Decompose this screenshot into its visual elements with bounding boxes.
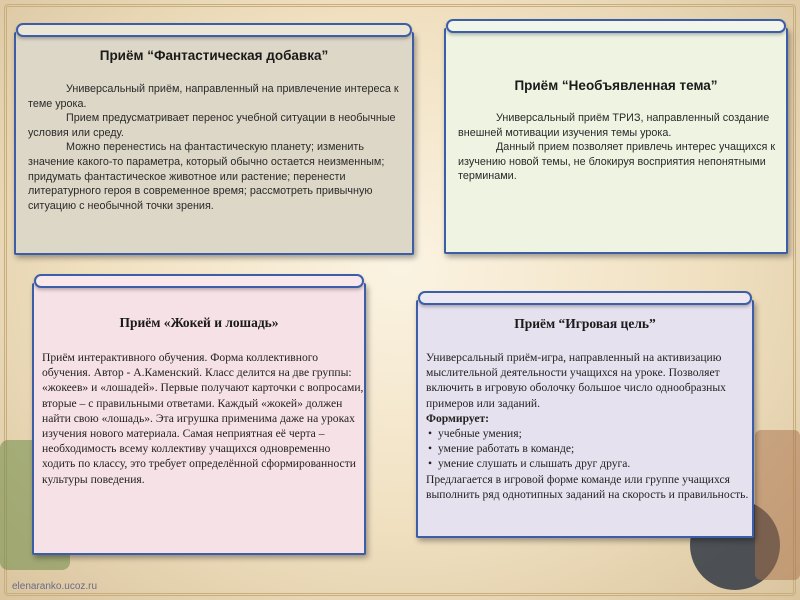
list-item: • учебные умения; bbox=[426, 426, 752, 441]
watermark: elenaranko.ucoz.ru bbox=[12, 581, 98, 592]
card-body bbox=[28, 82, 408, 213]
card-title: Приём “Необъявленная тема” bbox=[514, 78, 718, 93]
forms-label: Формирует: bbox=[426, 411, 490, 425]
card-game-goal bbox=[416, 300, 754, 538]
books-right-decoration bbox=[755, 430, 800, 580]
card-body bbox=[458, 111, 783, 184]
scroll-roll bbox=[16, 23, 412, 37]
paragraph: Можно перенестись на фантастическую планету; изменить значение какого-то параметра, который обычно остается неизменным; придумать фантастическое животное или растение; перенести литературного героя в современное время; рассмотреть привычную ситуацию с необычной точки зрения. bbox=[28, 141, 385, 212]
paragraph: Приём интерактивного обучения. Форма коллективного обучения. Автор - А.Каменский. Класс делится на две группы: «жокеев» и «лошадей». Первые получают карточки с вопросами, вторые – с правильными ответами. Каждый «жокей» должен найти свою «лошадь». Эта игрушка применима даже на уроках изучения нового материала. Самая неприятная её черта – необходимость всему коллективу учащихся одновременно ходить по классу, это требует определённой сформированности культуры поведения. bbox=[42, 351, 364, 486]
scroll-roll bbox=[418, 291, 752, 305]
card-title: Приём “Фантастическая добавка” bbox=[99, 48, 329, 63]
bullet-list bbox=[426, 426, 752, 472]
paragraph: Универсальный приём ТРИЗ, направленный создание внешней мотивации изучения темы урока. bbox=[458, 112, 770, 139]
card-fantastic-addition bbox=[14, 32, 414, 255]
card-title: Приём «Жокей и лошадь» bbox=[119, 315, 279, 330]
card-body bbox=[426, 350, 752, 502]
card-body bbox=[42, 350, 364, 487]
paragraph: Предлагается в игровой форме команде или группе учащихся выполнить ряд однотипных заданий на скорость и правильность. bbox=[426, 472, 749, 501]
scroll-roll bbox=[446, 19, 786, 33]
paragraph: Универсальный приём, направленный на привлечение интереса к теме урока. bbox=[28, 83, 399, 110]
list-item: • умение слушать и слышать друг друга. bbox=[426, 456, 752, 471]
paragraph: Прием предусматривает перенос учебной ситуации в необычные условия или среду. bbox=[28, 112, 396, 139]
list-item: • умение работать в команде; bbox=[426, 441, 752, 456]
paragraph: Универсальный приём-игра, направленный на активизацию мыслительной деятельности учащихся на уроке. Позволяет включить в игровую оболочку большое число однообразных примеров или заданий. bbox=[426, 351, 726, 410]
card-undeclared-topic bbox=[444, 28, 788, 254]
card-jockey-and-horse bbox=[32, 283, 366, 555]
scroll-roll bbox=[34, 274, 364, 288]
card-title: Приём “Игровая цель” bbox=[514, 316, 656, 331]
paragraph: Данный прием позволяет привлечь интерес учащихся к изучению новой темы, не блокируя восприятия непонятными терминами. bbox=[458, 141, 776, 183]
